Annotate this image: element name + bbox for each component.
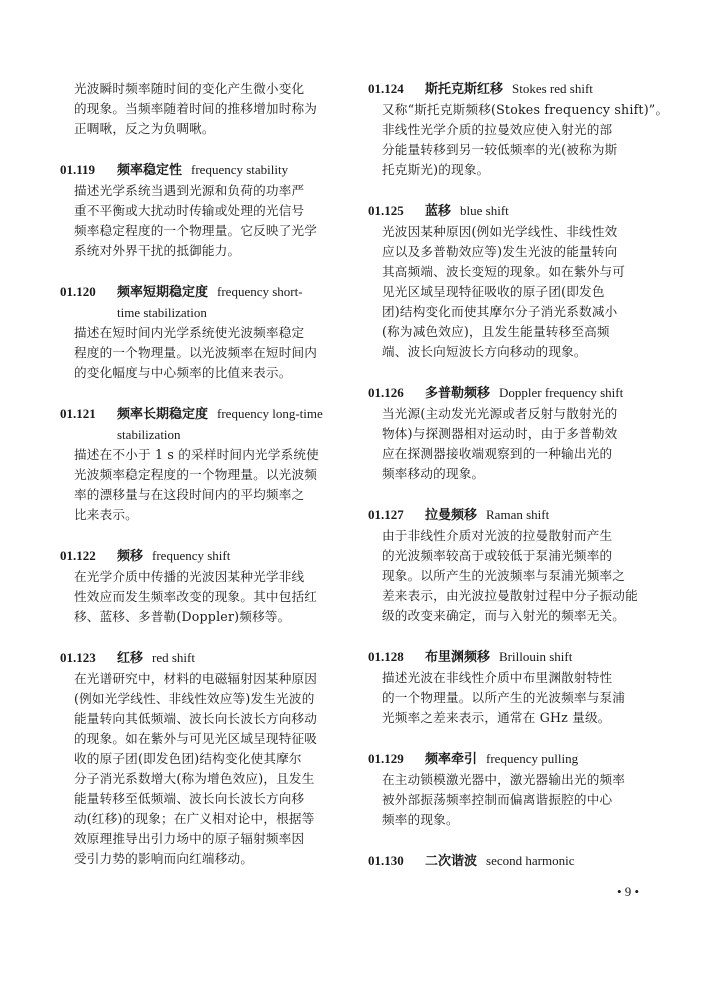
text-line: 频率移动的现象。: [382, 466, 485, 481]
text-line: 的现象。当频率随着时间的推移增加时称为: [74, 101, 318, 116]
english-term: frequency short-: [217, 284, 303, 299]
glossary-entry: [368, 383, 648, 484]
glossary-entry: [368, 647, 648, 728]
chinese-term: 蓝移: [425, 204, 452, 219]
entry-number: 01.123: [60, 650, 96, 665]
left-column: [60, 79, 340, 890]
text-line: 重不平衡或大扰动时传输或处理的光信号: [74, 203, 305, 218]
text-line: 差来表示，由光波拉曼散射过程中分子振动能: [382, 588, 638, 603]
entry-heading: [368, 749, 648, 770]
entry-number: 01.124: [368, 81, 404, 96]
entry-definition: [368, 100, 669, 180]
entry-definition: [60, 181, 340, 261]
chinese-term: 频率稳定性: [117, 163, 183, 178]
right-entries: [368, 79, 669, 872]
text-line: 现象。以所产生的光波频率与泵浦光频率之: [382, 568, 626, 583]
text-line: (称为减色效应)，且发生能量转移至高频: [382, 324, 610, 339]
english-term: red shift: [152, 650, 195, 665]
entry-number: 01.127: [368, 507, 404, 522]
text-line: 见光区域呈现特征吸收的原子团(即发色: [382, 284, 605, 299]
right-column: [368, 79, 669, 893]
text-line: 移、蓝移、多普勒(Doppler)频移等。: [74, 609, 291, 624]
text-line: 动(红移)的现象；在广义相对论中，根据等: [74, 811, 315, 826]
entry-heading: [368, 383, 648, 404]
chinese-term: 拉曼频移: [425, 508, 478, 523]
entry-number: 01.122: [60, 548, 96, 563]
text-line: 应以及多普勒效应等)发生光波的能量转向: [382, 244, 618, 259]
english-term: Stokes red shift: [512, 81, 593, 96]
chinese-term: 频移: [117, 549, 144, 564]
english-term: second harmonic: [486, 853, 575, 868]
english-term: frequency long-time: [217, 406, 323, 421]
glossary-entry: [368, 79, 669, 180]
text-line: 的一个物理量。以所产生的光波频率与泵浦: [382, 690, 626, 705]
english-term: frequency shift: [152, 548, 231, 563]
glossary-entry: [60, 648, 340, 869]
text-line: 描述光波在非线性介质中布里渊散射特性: [382, 670, 613, 685]
text-line: 在光学介质中传播的光波因某种光学非线: [74, 569, 305, 584]
chinese-term: 二次谐波: [425, 854, 478, 869]
entry-definition: [368, 770, 648, 830]
text-line: 被外部振荡频率控制而偏离谐振腔的中心: [382, 792, 613, 807]
glossary-entry: [368, 749, 648, 830]
text-line: 应在探测器接收端观察到的一种输出光的: [382, 446, 613, 461]
text-line: (例如光学线性、非线性效应等)发生光波的: [74, 691, 315, 706]
chinese-term: 频率短期稳定度: [117, 285, 209, 300]
chinese-term: 斯托克斯红移: [425, 82, 504, 97]
text-line: 其高频端、波长变短的现象。如在紫外与可: [382, 264, 626, 279]
chinese-term: 频率牵引: [425, 752, 478, 767]
text-line: 在光谱研究中，材料的电磁辐射因某种原因: [74, 671, 318, 686]
entry-number: 01.120: [60, 284, 96, 299]
text-line: 端、波长向短波长方向移动的现象。: [382, 344, 587, 359]
english-term-continued: stabilization: [117, 427, 181, 442]
glossary-entry: [60, 160, 340, 261]
text-line: 光波因某种原因(例如光学线性、非线性效: [382, 224, 618, 239]
english-term: blue shift: [460, 203, 509, 218]
english-term-continued: time stabilization: [117, 305, 207, 320]
entry-heading: [60, 546, 340, 567]
english-term: frequency stability: [191, 162, 289, 177]
english-term: Doppler frequency shift: [499, 385, 624, 400]
text-line: 非线性光学介质的拉曼效应使入射光的部: [382, 122, 613, 137]
entry-number: 01.119: [60, 162, 96, 177]
text-line: 的变化幅度与中心频率的比值来表示。: [74, 365, 292, 380]
text-line: 能量转移至低频端、波长向长波长方向移: [74, 791, 305, 806]
glossary-entry: [368, 851, 648, 872]
english-term: frequency pulling: [486, 751, 579, 766]
text-line: 率的漂移量与在这段时间内的平均频率之: [74, 487, 305, 502]
entry-number: 01.130: [368, 853, 404, 868]
text-line: 在主动锁模激光器中，激光器输出光的频率: [382, 772, 626, 787]
entry-number: 01.129: [368, 751, 404, 766]
glossary-entry: [60, 282, 340, 383]
text-line: 分能量转移到另一较低频率的光(被称为斯: [382, 142, 618, 157]
entry-number: 01.125: [368, 203, 404, 218]
text-line: 正啁啾，反之为负啁啾。: [74, 121, 215, 136]
text-line: 描述光学系统当遇到光源和负荷的功率严: [74, 183, 305, 198]
entry-heading: [60, 282, 340, 303]
chinese-term: 红移: [117, 651, 144, 666]
text-line: 收的原子团(即发色团)结构变化使其摩尔: [74, 751, 302, 766]
text-line: 又称“斯托克斯频移(Stokes frequency shift)”。: [382, 102, 669, 117]
text-line: 光波瞬时频率随时间的变化产生微小变化: [74, 81, 305, 96]
text-line: 由于非线性介质对光波的拉曼散射而产生: [382, 528, 613, 543]
glossary-entry: [60, 546, 340, 627]
entry-heading: [368, 505, 648, 526]
entry-definition: [60, 567, 340, 627]
text-line: 团)结构变化而使其摩尔分子消光系数减小: [382, 304, 618, 319]
text-line: 频率的现象。: [382, 812, 459, 827]
entry-definition: [368, 668, 648, 728]
text-line: 的现象。如在紫外与可见光区域呈现特征吸: [74, 731, 318, 746]
chinese-term: 布里渊频移: [425, 650, 491, 665]
entry-number: 01.128: [368, 649, 404, 664]
page-number: • 9 •: [617, 884, 640, 899]
text-line: 级的改变来确定，而与入射光的频率无关。: [382, 608, 626, 623]
text-line: 频率稳定程度的一个物理量。它反映了光学: [74, 223, 318, 238]
entry-definition: [60, 669, 340, 869]
text-line: 受引力势的影响而向红端移动。: [74, 851, 254, 866]
text-line: 当光源(主动发光光源或者反射与散射光的: [382, 406, 618, 421]
entry-number: 01.126: [368, 385, 404, 400]
text-line: 分子消光系数增大(称为增色效应)，且发生: [74, 771, 315, 786]
text-line: 描述在不小于 1 s 的采样时间内光学系统使: [74, 447, 319, 462]
entry-definition: [368, 526, 648, 626]
text-line: 系统对外界干扰的抵御能力。: [74, 243, 241, 258]
text-line: 能量转向其低频端、波长向长波长方向移动: [74, 711, 318, 726]
entry-definition: [60, 323, 340, 383]
entry-definition: [60, 445, 340, 525]
text-line: 的光波频率较高于或较低于泵浦光频率的: [382, 548, 613, 563]
text-line: 物体)与探测器相对运动时，由于多普勒效: [382, 426, 618, 441]
continuation-paragraph: [60, 79, 340, 139]
text-line: 光频率之差来表示，通常在 GHz 量级。: [382, 710, 611, 725]
glossary-entry: [60, 404, 340, 525]
entry-heading: [368, 647, 648, 668]
text-line: 描述在短时间内光学系统使光波频率稳定: [74, 325, 305, 340]
entry-heading: [60, 160, 340, 181]
chinese-term: 多普勒频移: [425, 386, 491, 401]
entry-heading: [368, 201, 648, 222]
text-line: 光波频率稳定程度的一个物理量。以光波频: [74, 467, 318, 482]
entry-definition: [368, 222, 648, 362]
entry-heading: [60, 648, 340, 669]
entry-number: 01.121: [60, 406, 96, 421]
english-term: Raman shift: [486, 507, 550, 522]
glossary-entry: [368, 201, 648, 362]
text-line: 效原理推导出引力场中的原子辐射频率因: [74, 831, 305, 846]
entry-heading: [368, 79, 648, 100]
entry-definition: [368, 404, 648, 484]
entry-heading: [368, 851, 648, 872]
glossary-entry: [368, 505, 648, 626]
text-line: 比来表示。: [74, 507, 138, 522]
text-line: 程度的一个物理量。以光波频率在短时间内: [74, 345, 318, 360]
chinese-term: 频率长期稳定度: [117, 407, 209, 422]
entry-heading: [60, 404, 340, 425]
left-entries: [60, 160, 340, 869]
english-term: Brillouin shift: [499, 649, 573, 664]
text-line: 性效应而发生频率改变的现象。其中包括红: [74, 589, 318, 604]
text-line: 托克斯光)的现象。: [382, 162, 490, 177]
